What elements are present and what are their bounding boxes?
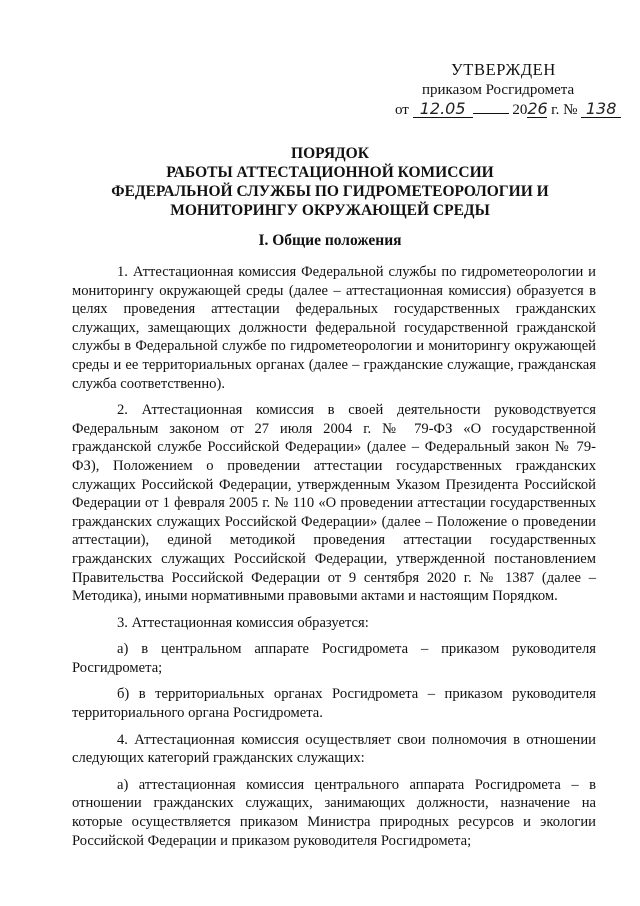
approval-number-handwritten: 138 <box>581 101 621 118</box>
approval-order-line: приказом Росгидромета <box>422 82 575 98</box>
paragraph-2: 2. Аттестационная комиссия в своей деятельности руководствуется Федеральным законом от 27 июля 2004 г. № 79-ФЗ «О государственной гражданской службе Российской Федерации» (далее – Федеральный закон № 79-ФЗ), Положением о проведении аттестации государственных гражданских служащих Российской Федерации, утвержденным Указом Президента Российской Федерации от 1 февраля 2005 г. № 110 «О проведении аттестации государственных гражданских служащих Российской Федерации» (далее – Положение о проведении аттестации), единой методикой проведения аттестации государственных гражданских служащих Российской Федерации, утвержденной постановлением Правительства Российской Федерации от 9 сентября 2020 г. № 1387 (далее – Методика), иными нормативными правовыми актами и настоящим Порядком. <box>72 402 596 605</box>
approval-date-handwritten: 12.05 <box>413 101 473 118</box>
paragraph-3a: а) в центральном аппарате Росгидромета – приказом руководителя Росгидромета; <box>72 641 596 676</box>
document-body <box>72 263 596 858</box>
paragraph-4a: а) аттестационная комиссия центрального аппарата Росгидромета – в отношении гражданских служащих, занимающих должности, назначение на которые осуществляется приказом Министра природных ресурсов и экологии Российской Федерации и приказом руководителя Росгидромета; <box>72 776 596 849</box>
paragraph-4: 4. Аттестационная комиссия осуществляет свои полномочия в отношении следующих категорий гражданских служащих: <box>72 731 596 767</box>
document-heading <box>60 144 600 220</box>
paragraph-3: 3. Аттестационная комиссия образуется: <box>117 614 369 631</box>
paragraph-1: 1. Аттестационная комиссия Федеральной службы по гидрометеорологии и мониторингу окружающей среды (далее – аттестационная комиссия) образуется в целях проведения аттестации федеральных государственных гражданских служащих, замещающих должности федеральной государственной гражданской службы в Федеральной службе по гидрометеорологии и мониторингу окружающей среды и ее территориальных органах (далее – гражданские служащие, гражданская служба соответственно). <box>72 264 596 392</box>
heading-line-3: ФЕДЕРАЛЬНОЙ СЛУЖБЫ ПО ГИДРОМЕТЕОРОЛОГИИ И <box>111 183 549 200</box>
approval-stamp-block <box>395 60 625 120</box>
approval-year-suffix: г. № <box>551 102 578 118</box>
approval-year-prefix: 20 <box>512 102 528 118</box>
approval-date-underline <box>473 113 509 114</box>
paragraph-3b: б) в территориальных органах Росгидромета – приказом руководителя территориального органа Росгидромета. <box>72 686 596 722</box>
heading-line-2: РАБОТЫ АТТЕСТАЦИОННОЙ КОМИССИИ <box>166 164 494 181</box>
approval-date-prefix: от <box>395 102 409 118</box>
section-title: I. Общие положения <box>258 232 402 249</box>
approval-date-line <box>395 100 625 120</box>
approval-year-handwritten: 26 <box>527 99 548 118</box>
heading-line-4: МОНИТОРИНГУ ОКРУЖАЮЩЕЙ СРЕДЫ <box>170 202 490 219</box>
heading-line-1: ПОРЯДОК <box>291 145 369 162</box>
approval-title: УТВЕРЖДЕН <box>451 60 556 79</box>
